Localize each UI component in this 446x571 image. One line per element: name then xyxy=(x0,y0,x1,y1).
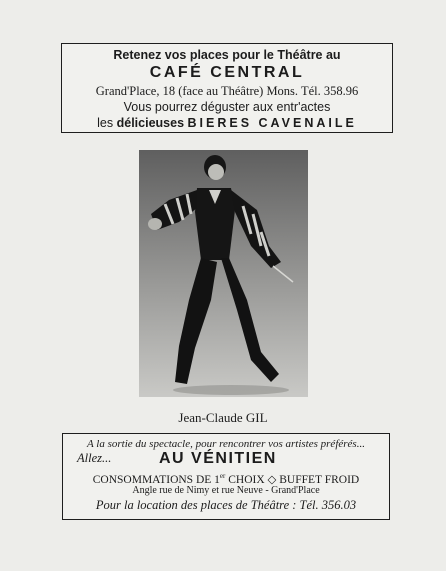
ticket-phone-line: Pour la location des places de Théâtre : Tél. 356.03 xyxy=(95,498,357,512)
offer-line-start: CONSOMMATIONS DE 1 xyxy=(92,474,220,486)
beer-line-adjective: délicieuses xyxy=(116,116,185,130)
dancer-photo xyxy=(139,150,308,397)
cafe-name: CAFÉ CENTRAL xyxy=(149,64,305,81)
venue-name: AU VÉNITIEN xyxy=(159,450,277,467)
ad-call-to-action: Allez... xyxy=(77,451,112,465)
offer-line xyxy=(63,472,389,486)
venue-address: Angle rue de Nimy et rue Neuve - Grand'Place xyxy=(132,485,320,496)
beer-line-prefix: les xyxy=(97,116,114,130)
ad-tagline: Vous pourrez déguster aux entr'actes xyxy=(123,100,331,114)
ad-au-venitien xyxy=(62,433,390,520)
beer-line xyxy=(62,116,392,130)
photo-caption: Jean-Claude GIL xyxy=(178,410,268,425)
offer-line-superscript: er xyxy=(219,472,226,481)
offer-line-end: CHOIX ◇ BUFFET FROID xyxy=(225,474,360,486)
ad-intro: A la sortie du spectacle, pour rencontrer vos artistes préférés... xyxy=(87,438,365,450)
dancer-illustration xyxy=(139,150,308,397)
beer-brand: BIERES CAVENAILE xyxy=(187,116,357,130)
ad-headline: Retenez vos places pour le Théâtre au xyxy=(113,48,341,62)
cafe-address: Grand'Place, 18 (face au Théâtre) Mons. Tél. 358.96 xyxy=(95,84,359,98)
ad-cafe-central xyxy=(61,43,393,133)
